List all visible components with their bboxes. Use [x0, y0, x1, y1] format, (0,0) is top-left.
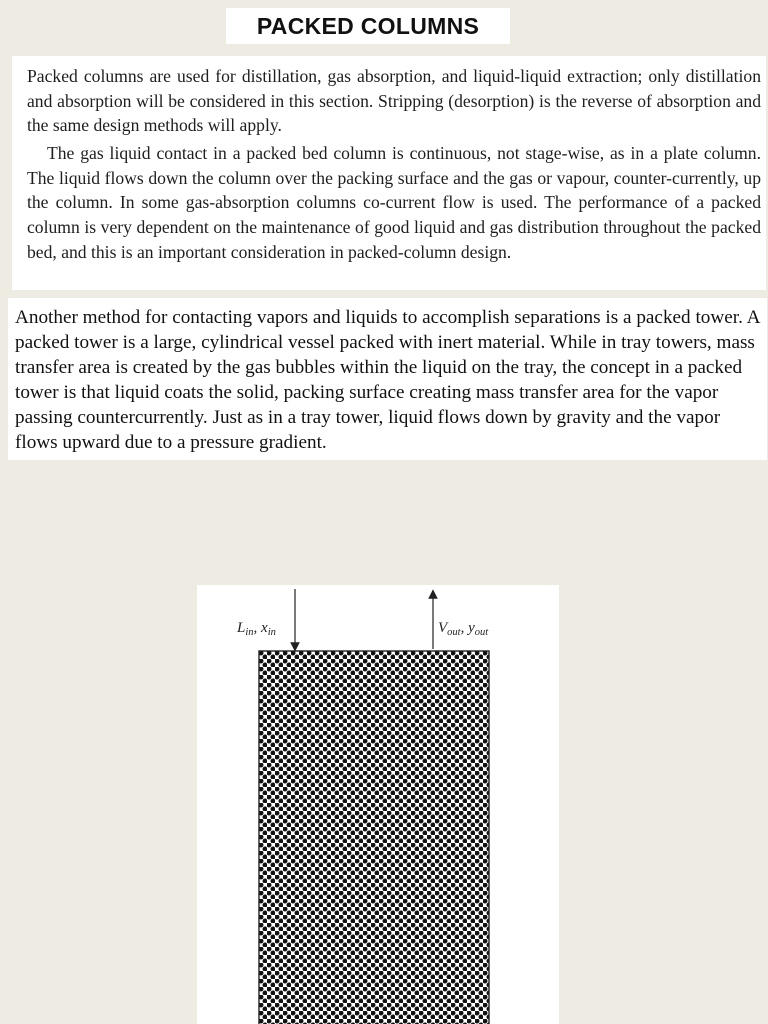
excerpt1-paragraph1: Packed columns are used for distillation, gas absorption, and liquid-liquid extraction; only distillation and absorption will be considered in this section. Stripping (desorption) is the reverse of absorption and the same design methods will apply. — [27, 66, 761, 136]
textbook-excerpt-packed-columns — [12, 56, 766, 290]
vapor-outlet-label: $V_{out}$, $y_{out}$ — [438, 620, 489, 638]
liquid-inlet-label: $L_{in}$, $x_{in}$ — [237, 620, 276, 638]
page-title: PACKED COLUMNS — [226, 8, 510, 44]
packed-column-diagram — [197, 585, 559, 1024]
textbook-excerpt-packed-tower — [8, 298, 767, 460]
excerpt1-paragraph2: The gas liquid contact in a packed bed column is continuous, not stage-wise, as in a plate column. The liquid flows down the column over the packing surface and the gas or vapour, counter-currently, up the column. In some gas-absorption columns co-current flow is used. The performance of a packed column is very dependent on the maintenance of good liquid and gas distribution throughout the packed bed, and this is an important consideration in packed-column design. — [27, 143, 761, 262]
packed-bed — [259, 651, 489, 1024]
packed-column-svg — [197, 585, 559, 1024]
excerpt2-paragraph: Another method for contacting vapors and liquids to accomplish separations is a packed tower. A packed tower is a large, cylindrical vessel packed with inert material. While in tray towers, mass transfer area is created by the gas bubbles within the liquid on the tray, the concept in a packed tower is that liquid coats the solid, packing surface creating mass transfer area for the vapor passing countercurrently. Just as in a tray tower, liquid flows down by gravity and the vapor flows upward due to a pressure gradient. — [15, 307, 760, 453]
